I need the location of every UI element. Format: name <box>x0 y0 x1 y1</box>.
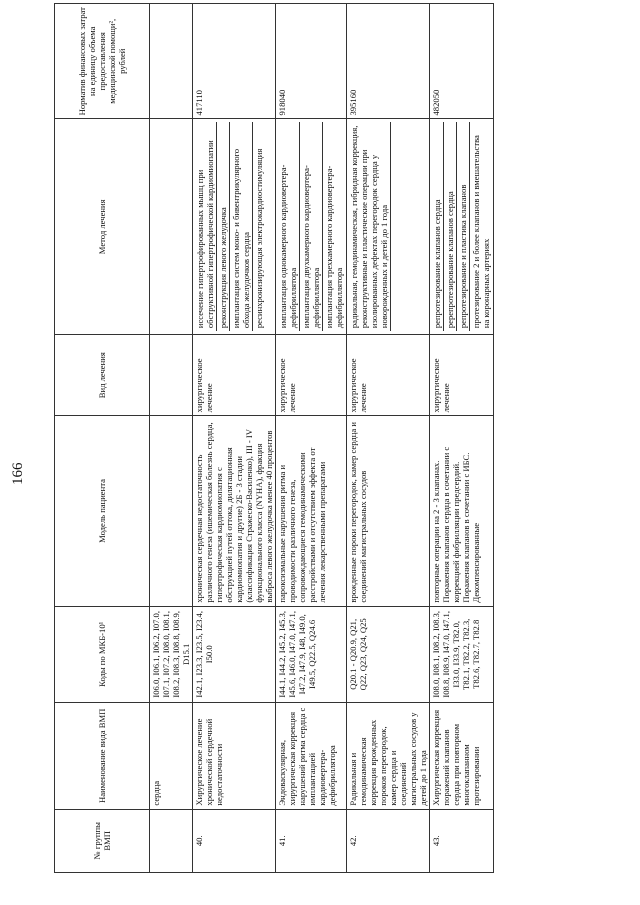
table-row <box>193 4 276 873</box>
header-treatment-type: Вид лечения <box>55 335 150 416</box>
table-row <box>347 4 430 873</box>
vmp-table <box>54 3 494 873</box>
cell-treatment-methods <box>430 119 494 335</box>
method-item: репротезирование клапанов сердца <box>431 122 444 331</box>
method-item: реконструкция левого желудочка <box>217 122 230 331</box>
method-item: иссечение гипертрофированных мышц при обструктивной гипертрофической кардиомиопатии <box>194 122 217 331</box>
cell-treatment-methods <box>276 119 347 335</box>
cell-treatment-type: хирургическое лечение <box>347 335 430 416</box>
cell-treatment-methods <box>347 119 430 335</box>
cell-treatment-type: хирургическое лечение <box>430 335 494 416</box>
cell-group-number: 40. <box>193 809 276 872</box>
cell-treatment-methods <box>193 119 276 335</box>
cell-vmp-name: Хирургическая коррекция поражений клапанов сердца при повторном многоклапанном протезировании <box>430 703 494 810</box>
cell-patient-model: пароксизмальные нарушения ритма и проводимости различного генеза, сопровождающиеся гемодинамическими расстройствами и отсутствием эффекта от лечения лекарственными препаратами <box>276 416 347 606</box>
cell-icd-codes: I42.1, I23.3, I23.5, I23.4, I50.0 <box>193 606 276 702</box>
cell-treatment-type: хирургическое лечение <box>276 335 347 416</box>
cell-icd-codes: Q20.1 - Q20.9, Q21, Q22, Q23, Q24, Q25 <box>347 606 430 702</box>
header-icd-codes: Коды по МКБ-10¹ <box>55 606 150 702</box>
cell-financial-norm: 395160 <box>347 4 430 119</box>
method-item: имплантация трехкамерного кардиовертера-дефибриллятора <box>324 165 344 329</box>
method-item: репротезирование и пластика клапанов <box>457 122 470 331</box>
cell-patient-model: хроническая сердечная недостаточность различного генеза (ишемическая болезнь сердца, гипертрофическая кардиомиопатия с обструкцией путей оттока, дилятационная кардиомиопатия и другие) 2Б - 3 стадии (классификация Стражеско-Василенко), III - IV функционального класса (NYHA), фракция выброса левого желудочка менее 40 процентов <box>193 416 276 606</box>
header-group-number: № группы ВМП <box>55 809 150 872</box>
cell-vmp-name: сердца <box>150 703 193 810</box>
cell-vmp-name: Хирургическое лечение хронической сердечной недостаточности <box>193 703 276 810</box>
table-row <box>276 4 347 873</box>
cell-vmp-name: Радикальная и гемодинамическая коррекция врожденных пороков перегородок, камер сердца и соединений магистральных сосудов у детей до 1 года <box>347 703 430 810</box>
cell-financial-norm: 918040 <box>276 4 347 119</box>
page-number: 166 <box>10 462 26 485</box>
table-row <box>430 4 494 873</box>
header-treatment-method: Метод лечения <box>55 119 150 335</box>
cell-financial-norm: 417110 <box>193 4 276 119</box>
method-item: имплантация однокамерного кардиовертера-дефибриллятора <box>277 122 300 331</box>
cell-group-number: 41. <box>276 809 347 872</box>
cell-icd-codes: I06.0, I06.1, I06.2, I07.0, I07.1, I07.2, I08.0, I08.1, I08.2, I08.3, I08.8, I08.9, D15.1 <box>150 606 193 702</box>
table-row-continued <box>150 4 193 873</box>
cell-financial-norm: 482050 <box>430 4 494 119</box>
cell-treatment-type: хирургическое лечение <box>193 335 276 416</box>
header-financial-norm: Норматив финансовых затрат на единицу объема предоставления медицинской помощи², рублей <box>55 4 150 119</box>
table-header-row <box>55 4 150 873</box>
cell-icd-codes: I08.0, I08.1, I08.2, I08.3, I08.8, I08.9, I47.0, I47.1, I33.0, I33.9, T82.0, T82.1, T82.2, T82.3, T82.6, T82.7, T82.8 <box>430 606 494 702</box>
method-item: ресинхронизирующая электрокардиостимуляция <box>254 148 264 329</box>
method-item: радикальная, гемодинамическая, гибридная коррекция, реконструктивные и пластические операции при изолированных дефектах перегородок сердца у новорожденных и детей до 1 года <box>348 122 391 331</box>
header-vmp-name: Наименование вида ВМП <box>55 703 150 810</box>
header-patient-model: Модель пациента <box>55 416 150 606</box>
method-item: ререпротезирование клапанов сердца <box>444 122 457 331</box>
cell-group-number: 43. <box>430 809 494 872</box>
cell-patient-model: повторные операции на 2 - 3 клапанах. Поражения клапанов сердца в сочетании с коррекцией фибрилляции предсердий. Поражения клапанов в сочетании с ИБС. Декомпенсированные <box>430 416 494 606</box>
cell-icd-codes: I44.1, I44.2, I45.2, I45.3, I45.6, I46.0, I47.0, I47.1, I47.2, I47.9, I48, I49.0, I49.5, Q22.5, Q24.6 <box>276 606 347 702</box>
method-item: протезирование 2 и более клапанов и вмешательства на коронарных артериях <box>471 135 491 329</box>
cell-group-number: 42. <box>347 809 430 872</box>
method-item: имплантация двухкамерного кардиовертера-дефибриллятора <box>300 122 323 331</box>
method-item: имплантация систем моно- и бивентрикулярного обхода желудочков сердца <box>230 122 253 331</box>
cell-patient-model: врожденные пороки перегородок, камер сердца и соединений магистральных сосудов <box>347 416 430 606</box>
cell-vmp-name: Эндоваскулярная, хирургическая коррекция нарушений ритма сердца с имплантацией кардиовертера-дефибриллятора <box>276 703 347 810</box>
